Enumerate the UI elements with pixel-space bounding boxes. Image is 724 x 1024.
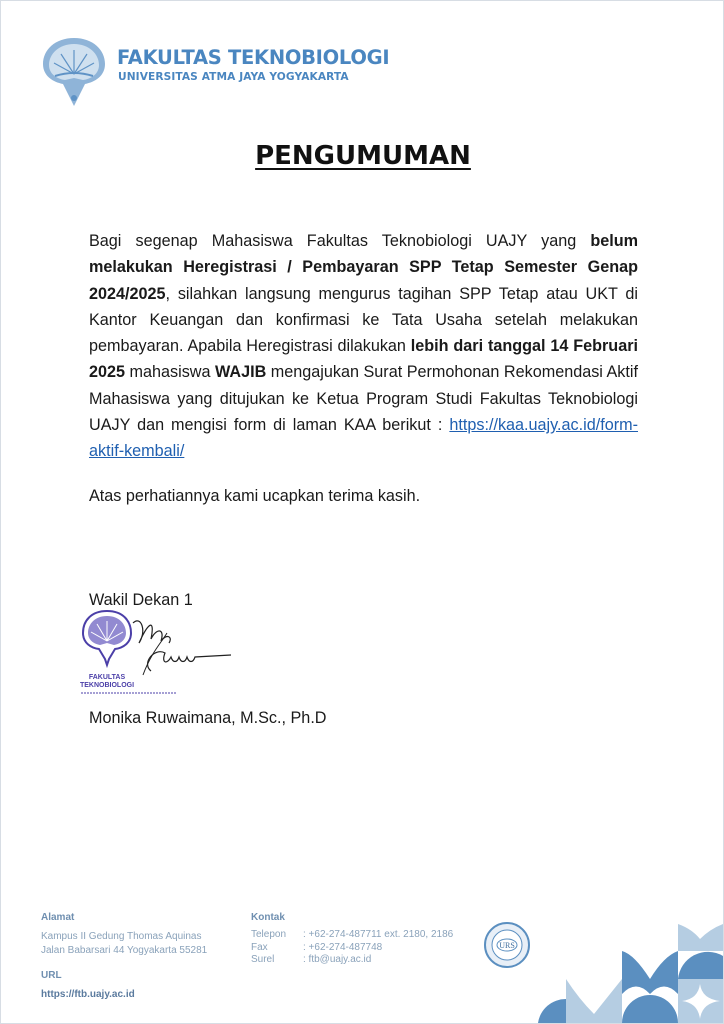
contact-value: : +62-274-487748 (303, 941, 383, 953)
contact-row-email (251, 954, 453, 967)
svg-text:TEKNOBIOLOGI: TEKNOBIOLOGI (79, 682, 135, 689)
svg-text:FAKULTAS: FAKULTAS (88, 674, 126, 681)
contact-label: Kontak (251, 912, 285, 923)
body-text-1: Bagi segenap Mahasiswa Fakultas Teknobiologi UAJY yang (89, 232, 591, 250)
address-label: Alamat (41, 912, 75, 923)
url-label: URL (41, 970, 62, 981)
contact-row-phone (251, 929, 453, 942)
cert-text: URS (499, 941, 515, 950)
uajy-emblem-icon (41, 36, 107, 108)
contact-key: Fax (251, 941, 268, 953)
contact-key: Surel (251, 954, 275, 965)
faculty-url-link[interactable]: https://ftb.uajy.ac.id (41, 989, 135, 1000)
body-bold-3: WAJIB (215, 363, 267, 382)
body-text-4: mengajukan Surat Permohonan Rekomendasi Aktif Mahasiswa yang ditujukan ke Ketua Program Studi Fakultas Teknobiologi UAJY dan mengisi form di laman KAA berikut : (89, 363, 638, 435)
body-text-3: mahasiswa (125, 363, 216, 382)
decorative-petal-pattern (526, 904, 723, 1023)
announcement-body (89, 228, 638, 465)
faculty-name: FAKULTAS TEKNOBIOLOGI (117, 46, 390, 69)
signatory-name: Monika Ruwaimana, M.Sc., Ph.D (89, 709, 327, 727)
body-bold-2: lebih dari tanggal 14 Februari 2025 (89, 337, 638, 382)
contact-value: : +62-274-487711 ext. 2180, 2186 (303, 929, 454, 940)
faculty-logo (41, 36, 411, 111)
closing-text: Atas perhatiannya kami ucapkan terima kasih. (89, 487, 421, 505)
contact-key: Telepon (251, 929, 287, 940)
page-title (1, 141, 724, 171)
address-block (41, 930, 207, 958)
handwritten-signature (121, 613, 241, 683)
university-name: UNIVERSITAS ATMA JAYA YOGYAKARTA (118, 71, 349, 83)
body-bold-1: belum melakukan Heregistrasi / Pembayaran SPP Tetap Semester Genap 2024/2025 (89, 232, 638, 303)
contact-value: : ftb@uajy.ac.id (303, 954, 372, 965)
title-text: PENGUMUMAN (255, 141, 471, 171)
contact-row-fax (251, 942, 453, 955)
contact-block (251, 929, 453, 967)
signatory-role: Wakil Dekan 1 (89, 591, 193, 609)
address-line-1: Kampus II Gedung Thomas Aquinas (41, 931, 202, 942)
address-line-2: Jalan Babarsari 44 Yogyakarta 55281 (41, 945, 208, 956)
kaa-form-link[interactable]: https://kaa.uajy.ac.id/form-aktif-kembali/ (89, 416, 638, 461)
body-text-2: , silahkan langsung mengurus tagihan SPP Tetap atau UKT di Kantor Keuangan dan konfirmasi ke Tata Usaha setelah melakukan pembayaran. Apabila Heregistrasi dilakukan (89, 284, 638, 356)
certification-badge-icon (483, 921, 531, 969)
